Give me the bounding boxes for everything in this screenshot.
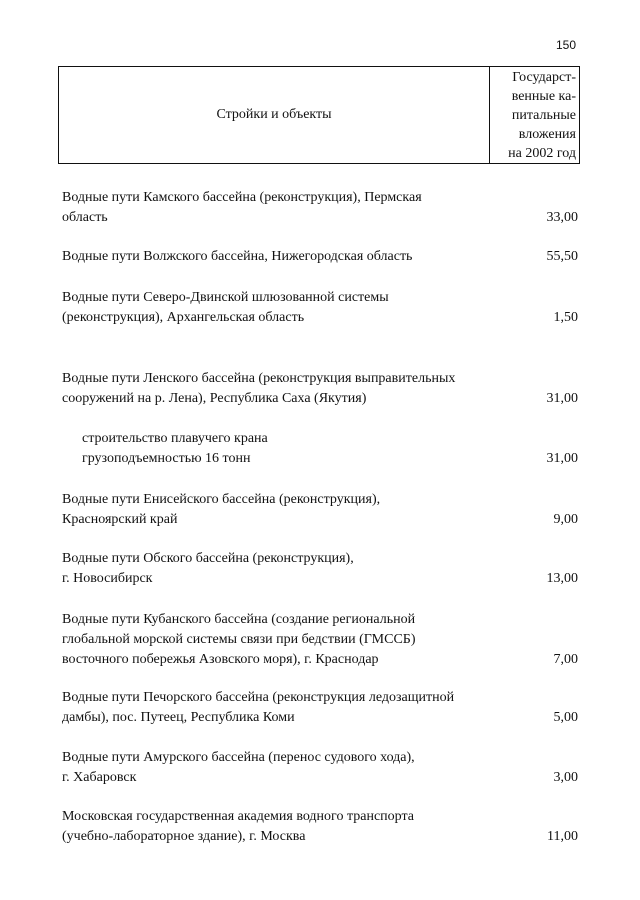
row-name-line: Водные пути Обского бассейна (реконструкция), — [62, 551, 354, 566]
column-header-objects: Стройки и объекты — [59, 67, 490, 163]
row-name — [62, 288, 502, 328]
row-value: 9,00 — [553, 512, 578, 527]
row-name-line: Водные пути Ленского бассейна (реконструкция выправительных — [62, 371, 456, 386]
row-name — [62, 490, 502, 530]
row-value: 11,00 — [547, 829, 578, 844]
row-name-line: сооружений на р. Лена), Республика Саха (Якутия) — [62, 391, 367, 406]
row-name — [62, 247, 502, 267]
row-name-line: Красноярский край — [62, 512, 178, 527]
row-name-line: дамбы), пос. Путеец, Республика Коми — [62, 710, 295, 725]
column-header-investment-line: Государст- — [512, 69, 576, 85]
table-row — [62, 610, 578, 670]
row-value: 7,00 — [553, 652, 578, 667]
row-name — [62, 807, 502, 847]
table-row — [62, 807, 578, 847]
row-name-line: Водные пути Амурского бассейна (перенос судового хода), — [62, 750, 415, 765]
column-header-investment-line: на 2002 год — [508, 145, 576, 161]
column-header-investment-line: питальные — [511, 107, 576, 123]
table-row — [62, 429, 578, 469]
row-value: 3,00 — [553, 770, 578, 785]
row-name-line: Водные пути Северо-Двинской шлюзованной системы — [62, 290, 389, 305]
page-number: 150 — [556, 38, 577, 52]
table-row — [62, 247, 578, 267]
row-value: 31,00 — [546, 391, 578, 406]
column-header-investment-line: венные ка- — [511, 88, 576, 104]
row-name-line: строительство плавучего крана — [82, 431, 268, 446]
table-row — [62, 748, 578, 788]
row-name — [62, 748, 502, 788]
row-value: 13,00 — [546, 571, 578, 586]
row-name — [62, 688, 502, 728]
table-row — [62, 688, 578, 728]
table-row — [62, 288, 578, 328]
row-name — [62, 188, 502, 228]
row-name-line: Водные пути Енисейского бассейна (реконструкция), — [62, 492, 381, 507]
row-name-line: Водные пути Камского бассейна (реконструкция), Пермская — [62, 190, 422, 205]
row-name-line: грузоподъемностью 16 тонн — [82, 451, 251, 466]
row-name-line: глобальной морской системы связи при бедствии (ГМССБ) — [62, 632, 416, 647]
table-row — [62, 188, 578, 228]
row-name-line: г. Хабаровск — [62, 770, 137, 785]
row-name-line: (реконструкция), Архангельская область — [62, 310, 305, 325]
table-row — [62, 490, 578, 530]
row-value: 55,50 — [546, 249, 578, 264]
row-name-line: Водные пути Волжского бассейна, Нижегородская область — [62, 249, 413, 264]
row-name-line: г. Новосибирск — [62, 571, 153, 586]
row-value: 1,50 — [553, 310, 578, 325]
row-name-line: область — [62, 210, 108, 225]
table-header — [58, 66, 580, 164]
row-name-line: (учебно-лабораторное здание), г. Москва — [62, 829, 306, 844]
row-value: 33,00 — [546, 210, 578, 225]
row-name-line: Московская государственная академия водного транспорта — [62, 809, 414, 824]
row-name — [62, 429, 522, 469]
column-header-investment-line: вложения — [518, 126, 576, 142]
row-name — [62, 610, 502, 670]
column-header-investment — [490, 67, 579, 163]
row-value: 5,00 — [553, 710, 578, 725]
row-name — [62, 369, 502, 409]
table-row — [62, 549, 578, 589]
row-name-line: восточного побережья Азовского моря), г. Краснодар — [62, 652, 379, 667]
row-name-line: Водные пути Печорского бассейна (реконструкция ледозащитной — [62, 690, 455, 705]
row-value: 31,00 — [546, 451, 578, 466]
row-name-line: Водные пути Кубанского бассейна (создание региональной — [62, 612, 416, 627]
table-row — [62, 369, 578, 409]
row-name — [62, 549, 502, 589]
